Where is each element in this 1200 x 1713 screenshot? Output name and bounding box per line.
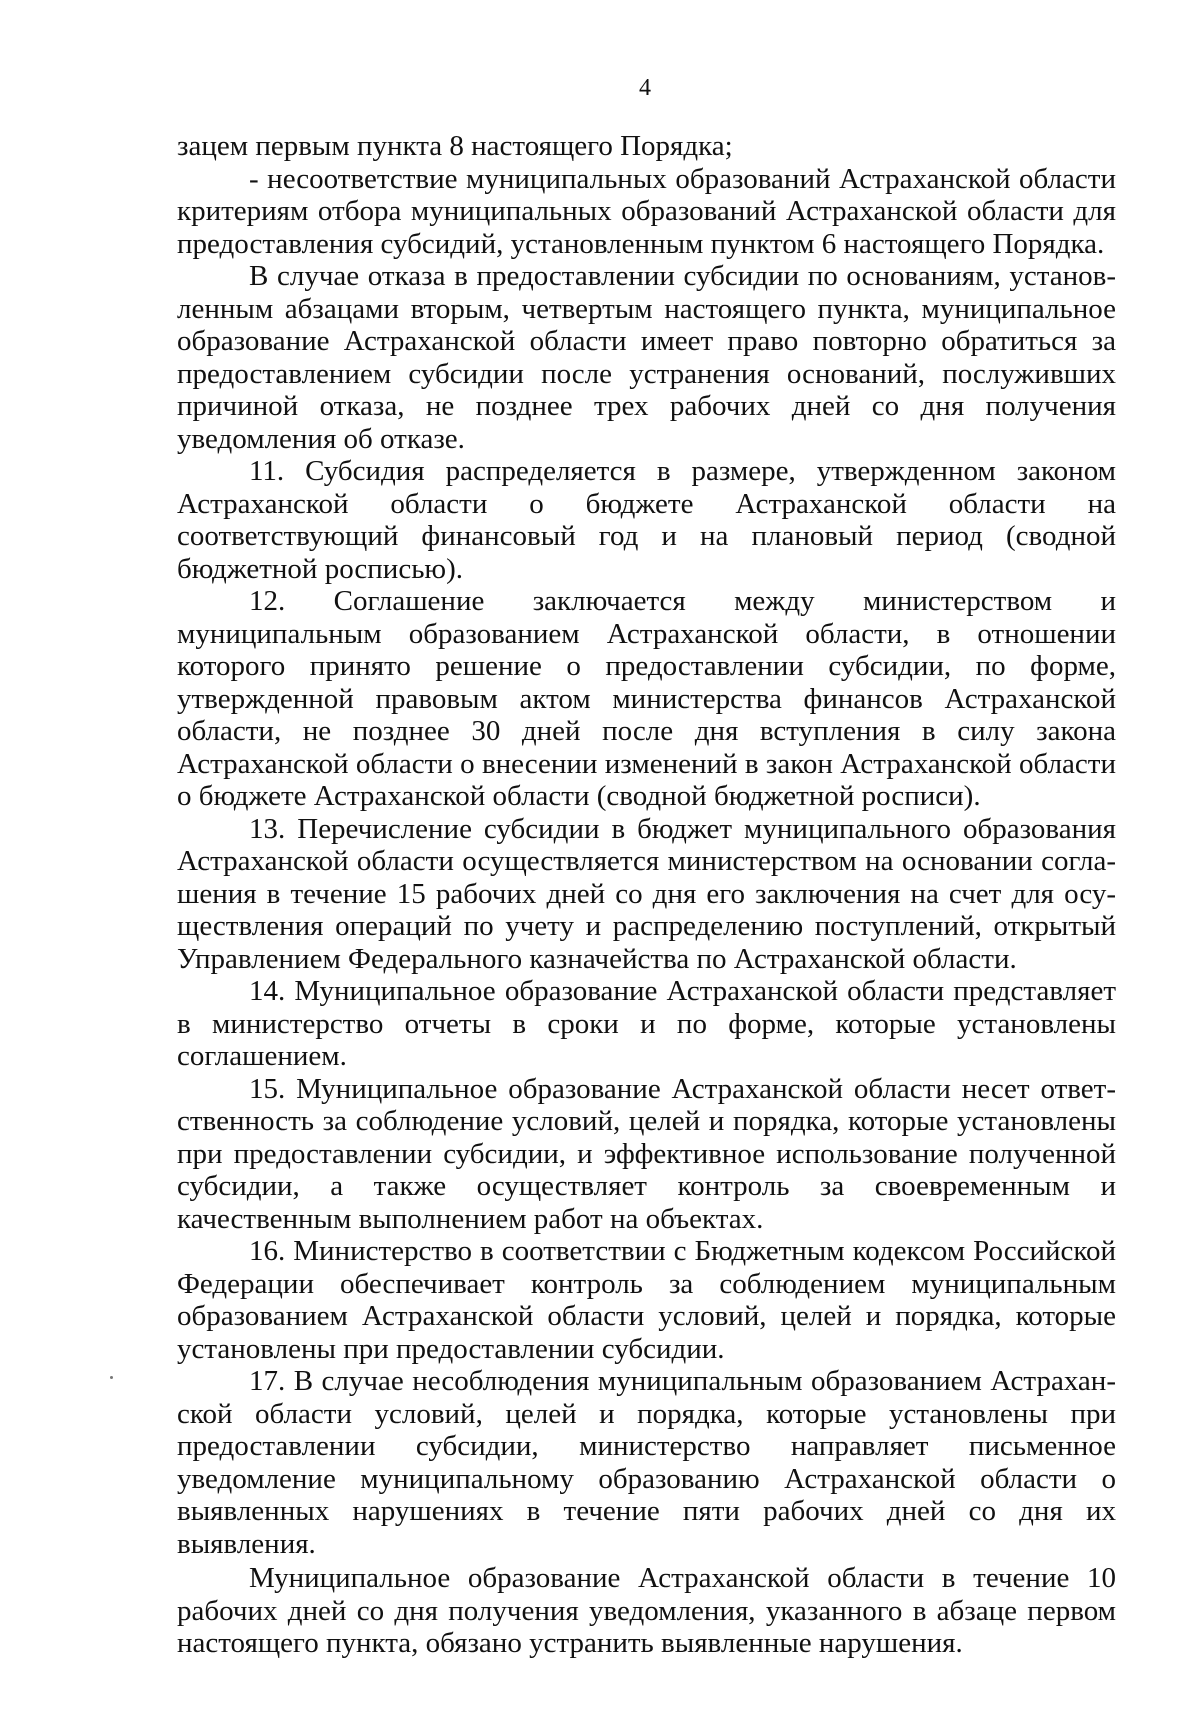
paragraph-continuation: зацем первым пункта 8 настоящего Порядка; xyxy=(177,130,733,162)
paragraph-item-16: 16. Министерство в соответствии с Бюджетным кодексом Российской Федерации обеспечивает контроль за соблюдением муниципальным образованием Астраханской области условий, целей и порядка, которые установлены при предоставлении субсидии. xyxy=(177,1235,1116,1365)
scan-speck xyxy=(110,1376,113,1379)
paragraph-criteria-mismatch: - несоответствие муниципальных образований Астраханской области критериям отбора муниципальных образований Астраханской области для предоставления субсидий, установленным пунктом 6 настоящего Порядка. xyxy=(177,162,1116,260)
paragraph-item-15: 15. Муниципальное образование Астраханской области несет ответственность за соблюдение условий, целей и порядка, которые установлены при предоставлении субсидии, и эффективное использование полученной субсидии, а также осуществляет контроль за своевременным и качественным выполнением работ на объектах. xyxy=(177,1072,1116,1235)
paragraph-item-17: 17. В случае несоблюдения муниципальным образованием Астраханской области условий, целей и порядка, которые установлены при предоставлении субсидии, министерство направляет письменное уведомление муниципальному образованию Астраханской области о выявленных нарушениях в течение пяти рабочих дней со дня их выявления. xyxy=(177,1365,1116,1560)
paragraph-refusal-case: В случае отказа в предоставлении субсидии по основаниям, установленным абзацами вторым, четвертым настоящего пункта, муниципальное образование Астраханской области имеет право повторно обратиться за предоставлением субсидии после устранения оснований, послуживших причиной отказа, не позднее трех рабочих дней со дня получения уведомления об отказе. xyxy=(177,260,1116,455)
paragraph-item-13: 13. Перечисление субсидии в бюджет муниципального образования Астраханской области осуществляется министерством на основании соглашения в течение 15 рабочих дней со дня его заключения на счет для осуществления операций по учету и распределению поступлений, открытый Управлением Федерального казначейства по Астраханской области. xyxy=(177,812,1116,975)
paragraph-item-14: 14. Муниципальное образование Астраханской области представляет в министерство отчеты в сроки и по форме, которые установлены соглашением. xyxy=(177,975,1116,1072)
page-number: 4 xyxy=(639,75,651,101)
document-body xyxy=(177,130,1116,1660)
paragraph-item-12: 12. Соглашение заключается между министерством и муниципальным образованием Астраханской области, в отношении которого принято решение о предоставлении субсидии, по форме, утвержденной правовым актом министерства финансов Астраханской области, не позднее 30 дней после дня вступления в силу закона Астраханской области о внесении изменений в закон Астраханской области о бюджете Астраханской области (сводной бюджетной росписи). xyxy=(177,585,1116,812)
paragraph-item-17-continuation: Муниципальное образование Астраханской области в течение 10 рабочих дней со дня получения уведомления, указанного в абзаце первом настоящего пункта, обязано устранить выявленные нарушения. xyxy=(177,1562,1116,1659)
paragraph-item-11: 11. Субсидия распределяется в размере, утвержденном законом Астраханской области о бюджете Астраханской области на соответствующий финансовый год и на плановый период (сводной бюджетной росписью). xyxy=(177,455,1116,585)
